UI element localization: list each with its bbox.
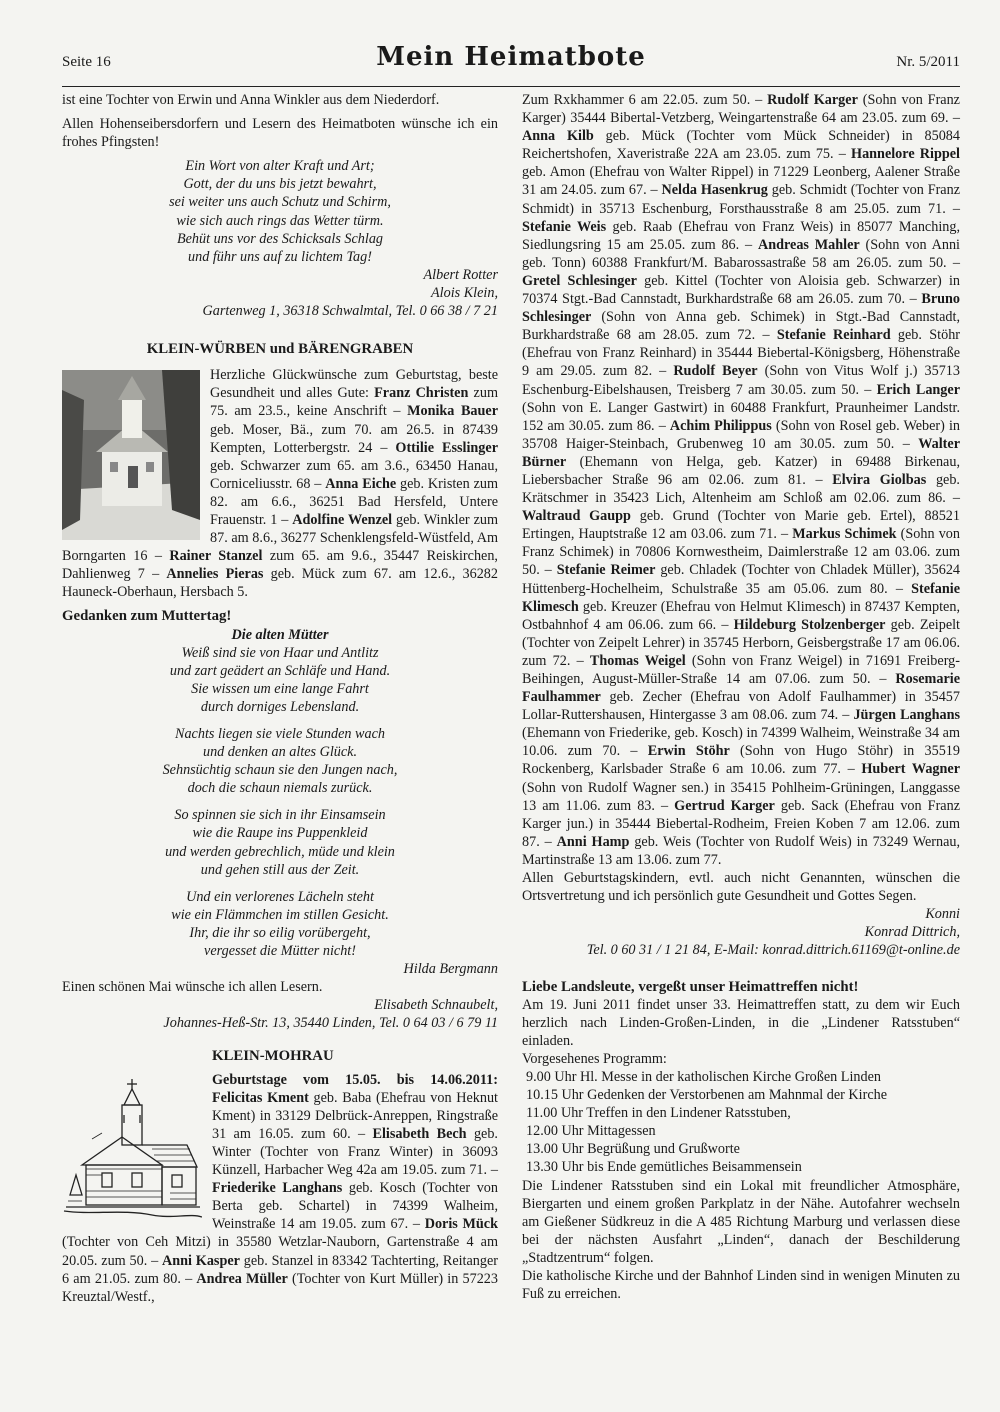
signature-address: Gartenweg 1, 36318 Schwalmtal, Tel. 0 66 38 / 7 21 <box>202 303 498 320</box>
may-greeting: Einen schönen Mai wünsche ich allen Lesern. <box>62 979 323 996</box>
pentecost-greeting: Allen Hohenseibersdorfern und Lesern des Heimatboten wünsche ich ein frohes Pfingsten! <box>62 116 498 151</box>
signature-short: Konni <box>925 906 960 923</box>
header-rule <box>62 86 960 87</box>
poem-author: Hilda Bergmann <box>403 961 498 978</box>
venue-text: Die Lindener Ratsstuben sind ein Lokal mit freundlicher Atmosphäre, Biergarten und einem großen Parkplatz in der Nähe. Autofahrer wechseln am Gießener Südkreuz in die A 485 Richtung Marburg und verlassen diese bei der nächsten Ausfahrt „Linden“, danach der Beschilderung „Stadtzentrum“ folgen. <box>522 1177 960 1266</box>
program-item: 12.00 Uhr Mittagessen <box>526 1123 656 1140</box>
program-item: 11.00 Uhr Treffen in den Lindener Ratsstuben, <box>526 1105 791 1122</box>
section-title-klein-mohrau: KLEIN-MOHRAU <box>212 1047 334 1064</box>
section-title-klein-wuerben: KLEIN-WÜRBEN und BÄRENGRABEN <box>146 341 414 358</box>
left-column <box>62 91 498 1306</box>
meeting-text: Am 19. Juni 2011 findet unser 33. Heimattreffen statt, zu dem wir Euch herzlich nach Linden-Großen-Linden, in die „Lindener Ratsstuben“ einladen. <box>522 996 960 1049</box>
church-text: Die katholische Kirche und der Bahnhof Linden sind in wenigen Minuten zu Fuß zu erreichen. <box>522 1268 960 1303</box>
right-column <box>522 91 960 1303</box>
closing-greeting: Allen Geburtstagskindern, evtl. auch nicht Genannten, wünschen die Ortsvertretung und ich persönlich gute Gesundheit und Gottes Segen. <box>522 870 960 905</box>
program-label: Vorgesehenes Programm: <box>522 1050 667 1067</box>
intro-text: ist eine Tochter von Erwin und Anna Winkler aus dem Niederdorf. <box>62 92 440 108</box>
signature-name: Elisabeth Schnaubelt, <box>374 997 498 1014</box>
village-church-drawing <box>62 1075 202 1223</box>
klein-wuerben-birthdays: Herzliche Glückwünsche zum Geburtstag, beste Gesundheit und alles Gute: Franz Christen zum 75. am 23.5., keine Anschrift – Monika Bauer geb. Moser, Bä., zum 70. am 26.5. in 87439 Kempten, Lotterbergstr. 24 – Ottilie Esslinger geb. Schwarzer zum 65. am 3.6., 63450 Hanau, Corniceliusstr. 68 – Anna Eiche geb. Kristen zum 82. am 6.6., 36251 Bad Hersfeld, Untere Frauenstr. 1 – Adolfine Wenzel geb. Winkler zum 87. am 8.6., 36277 Schenklengsfeld-Wüstfeld, Am Borngarten 16 – Rainer Stanzel zum 65. am 9.6., 35447 Reiskirchen, Dahlienweg 7 – Annelies Pieras geb. Mück zum 67. am 12.6., 36282 Hauneck-Oberhaun, Hersbach 5. <box>62 367 498 601</box>
meeting-heading: Liebe Landsleute, vergeßt unser Heimattreffen nicht! <box>522 978 859 995</box>
chapel-photo <box>62 370 200 540</box>
mothers-day-heading: Gedanken zum Muttertag! <box>62 608 232 625</box>
masthead-logo: Mein Heimatbote <box>376 42 646 72</box>
poem-title: Die alten Mütter <box>231 626 329 643</box>
program-item: 13.00 Uhr Begrüßung und Grußworte <box>526 1141 740 1158</box>
poem-pentecost: Ein Wort von alter Kraft und Art; Gott, der du uns bis jetzt bewahrt, sei weiter uns auch Schutz und Schirm, wie sich auch rings das Wetter türm. Behüt uns vor des Schicksals Schlag und führ uns auf zu lichtem Tag! <box>169 158 391 265</box>
birthday-list: Zum Rxkhammer 6 am 22.05. zum 50. – Rudolf Karger (Sohn von Franz Karger) 35444 Bibertal-Vetzberg, Weingartenstraße 64 am 23.05. zum 69. – Anna Kilb geb. Mück (Tochter vom Mück Schneider) in 85084 Reichertshofen, Xaveristraße 22A am 23.05. zum 75. – Hannelore Rippel geb. Amon (Ehefrau von Walter Rippel) in 71229 Leonberg, Aalener Straße 31 am 24.05. zum 67. – Nelda Hasenkrug geb. Schmidt (Tochter von Franz Schmidt) in 35713 Eschenburg, Forsthausstraße 8 am 25.05. zum 71. – Stefanie Weis geb. Raab (Ehefrau von Franz Weis) in 85077 Manching, Siedlungsring 15 am 25.05. zum 86. – Andreas Mahler (Sohn von Anni geb. Tonn) 60388 Frankfurt/M. Babarossastraße 58 am 26.05. zum 50. – Gretel Schlesinger geb. Kittel (Tochter von Aloisia geb. Schwarzer) in 70374 Stgt.-Bad Cannstadt, Burkhardstraße 68 am 26.05. zum 70. – Bruno Schlesinger (Sohn von Anna geb. Schimek) in Stgt.-Bad Cannstadt, Burkhardstraße 68 am 28.05. zum 72. – Stefanie Reinhard geb. Stöhr (Ehefrau von Franz Reinhard) in 35444 Biebertal-Königsberg, Höhenstraße 9 am 29.05. zum 82. – Rudolf Beyer (Sohn von Vitus Wolf j.) 35713 Eschenburg-Eibelshausen, Treisberg 7 am 30.05. zum 50. – Erich Langer (Sohn von E. Langer Gastwirt) in 60488 Frankfurt, Praunheimer Landstr. 152 am 30.05. zum 86. – Achim Philippus (Sohn von Rosel geb. Weber) in 35708 Haiger-Steinbach, Grubenweg 10 am 30.05. zum 50. – Walter Bürner (Ehemann von Helga, geb. Katzer) in 69488 Birkenau, Liebersbacher Straße 96 am 02.06. zum 81. – Elvira Giolbas geb. Krätschmer in 35423 Lich, Altenheim am Schloß am 02.06. zum 86. – Waltraud Gaupp geb. Grund (Tochter von Marie geb. Ertel), 88521 Ertingen, Hauptstraße 12 am 03.06. zum 71. – Markus Schimek (Sohn von Franz Schimek) in 70806 Kornwestheim, Daimlerstraße 12 am 03.06. zum 50. – Stefanie Reimer geb. Chladek (Tochter von Chladek Müller), 35624 Hüttenberg-Hochelheim, Schulstraße 35 am 05.06. zum 80. – Stefanie Klimesch geb. Kreuzer (Ehefrau von Helmut Klimesch) in 87437 Kempten, Ostbahnhof 4 am 06.06. zum 66. – Hildeburg Stolzenberger geb. Zeipelt (Tochter von Zeipelt Lehrer) in 35745 Herborn, Geisbergstraße 17 am 06.06. zum 72. – Thomas Weigel (Sohn von Franz Weigel) in 71691 Freiberg-Beihingen, August-Müller-Straße 14 am 07.06. zum 50. – Rosemarie Faulhammer geb. Zecher (Ehefrau von Adolf Faulhammer) in 35457 Lollar-Ruttershausen, Hintergasse 3 am 08.06. zum 74. – Jürgen Langhans (Ehemann von Friederike, geb. Kosch) in 74399 Walheim, Weinstraße 34 am 10.06. zum 70. – Erwin Stöhr (Sohn von Hugo Stöhr) in 35519 Rockenberg, Karlsbader Straße 6 am 10.06. zum 77. – Hubert Wagner (Sohn von Rudolf Wagner sen.) in 35415 Pohlheim-Grüningen, Langgasse 13 am 11.06. zum 83. – Gertrud Karger geb. Sack (Ehefrau von Franz Karger jun.) in 35444 Biebertal-Rodheim, Freien Koben 7 am 12.06. zum 87. – Anni Hamp geb. Weis (Tochter von Rudolf Weis) in 73249 Wernau, Martinstraße 13 am 13.06. zum 77. <box>522 92 961 868</box>
program-item: 9.00 Uhr Hl. Messe in der katholischen Kirche Großen Linden <box>526 1068 881 1085</box>
signature-name: Konrad Dittrich, <box>864 924 960 941</box>
page-header <box>62 42 960 88</box>
signature-contact: Tel. 0 60 31 / 1 21 84, E-Mail: konrad.dittrich.61169@t-online.de <box>586 942 960 959</box>
program-item: 10.15 Uhr Gedenken der Verstorbenen am Mahnmal der Kirche <box>526 1087 888 1104</box>
page-number: Seite 16 <box>62 54 111 70</box>
poem-author: Albert Rotter <box>423 266 498 283</box>
klein-mohrau-birthdays: Geburtstage vom 15.05. bis 14.06.2011: Felicitas Kment geb. Baba (Ehefrau von Heknut Kment) in 33129 Delbrück-Anreppen, Ringstraße 31 am 16.05. zum 60. – Elisabeth Bech geb. Winter (Tochter von Franz Winter) in 36093 Künzell, Harbacher Weg 42a am 19.05. zum 71. – Friederike Langhans geb. Kosch (Tochter von Berta geb. Schartel) in 74399 Walheim, Weinstraße 14 am 19.05. zum 67. – Doris Mück (Tochter von Ceh Mitzi) in 35580 Wetzlar-Nauborn, Gartenstraße 4 am 20.05. zum 50. – Anni Kasper geb. Stanzel in 83342 Tachterting, Reitanger 6 am 21.05. zum 80. – Andrea Müller (Tochter von Kurt Müller) in 57223 Kreuztal/Westf., <box>62 1071 499 1305</box>
program-list <box>522 1068 960 1177</box>
signature-name: Alois Klein, <box>431 284 498 301</box>
program-item: 13.30 Uhr bis Ende gemütliches Beisammensein <box>526 1159 802 1176</box>
poem-mothers: Die alten Mütter Weiß sind sie von Haar und Antlitz und zart geädert an Schläfe und Hand. Sie wissen um eine lange Fahrt durch dorniges Lebensland. Nachts liegen sie viele Stunden wach und denken an altes Glück. Sehnsüchtig schaun sie den Jungen nach, doch die schaun niemals zurück. So spinnen sie sich in ihr Einsamsein wie die Raupe ins Puppenkleid und werden gebrechlich, müde und klein und gehen still aus der Zeit. Und ein verlorenes Lächeln steht wie ein Flämmchen im stillen Gesicht. Ihr, die ihr so eilig vorübergeht, vergesset die Mütter nicht! <box>62 626 498 961</box>
issue-number: Nr. 5/2011 <box>896 54 960 70</box>
signature-address: Johannes-Heß-Str. 13, 35440 Linden, Tel. 0 64 03 / 6 79 11 <box>163 1015 498 1032</box>
